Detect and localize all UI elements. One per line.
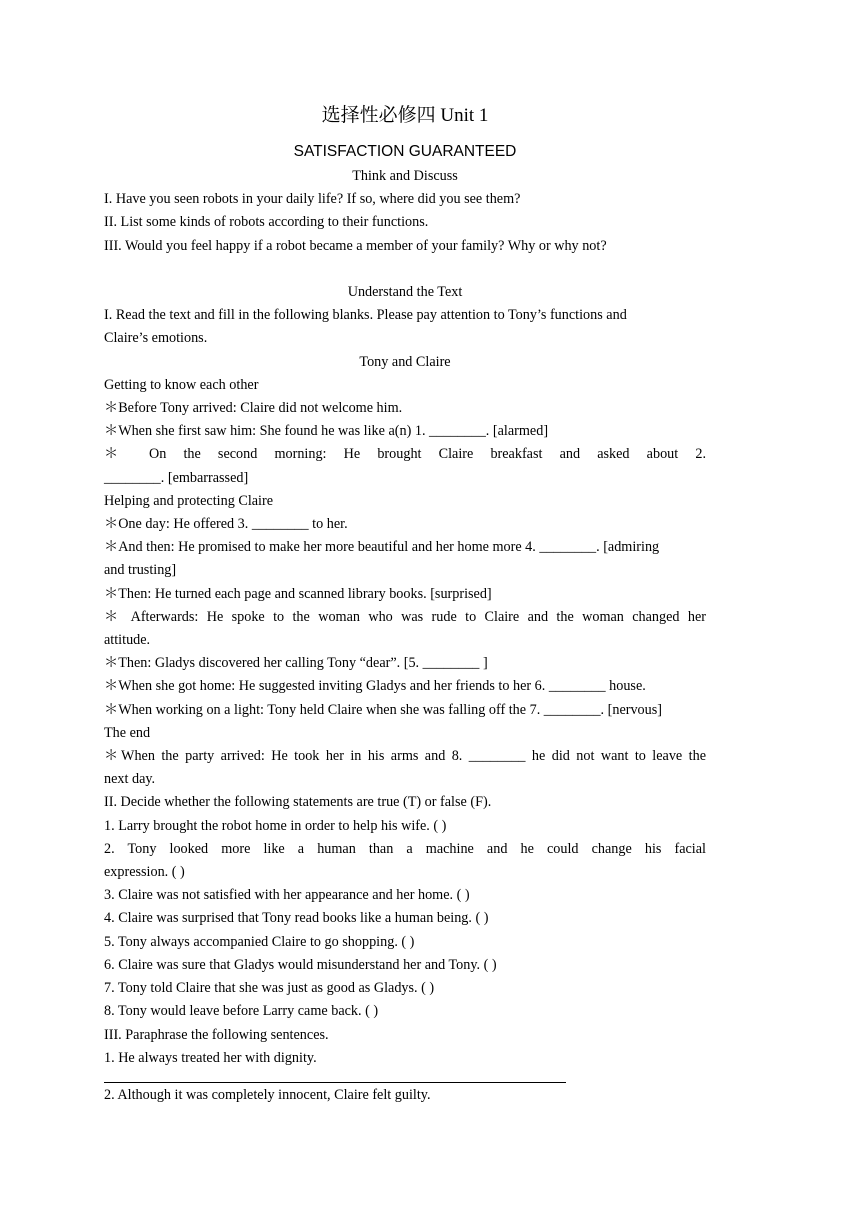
fill-item: ＊Then: Gladys discovered her calling Tony “dear”. [5. ________ ]	[104, 655, 488, 672]
understand-heading: Understand the Text	[347, 284, 463, 300]
fill-item-continued: attitude.	[104, 632, 151, 649]
document-body	[104, 165, 706, 1107]
fill-item: ＊Before Tony arrived: Claire did not welcome him.	[104, 400, 403, 417]
tf-statement: 7. Tony told Claire that she was just as good as Gladys. ( )	[104, 980, 435, 997]
fill-item: ＊And then: He promised to make her more beautiful and her home more 4. ________. [admiring	[104, 539, 660, 556]
tf-statement: 3. Claire was not satisfied with her appearance and her home. ( )	[104, 887, 470, 904]
think-heading: Think and Discuss	[352, 168, 458, 184]
fill-item-continued: next day.	[104, 771, 156, 788]
fill-item: ＊When she got home: He suggested inviting Gladys and her friends to her 6. ________ house.	[104, 678, 646, 695]
paraphrase-sentence: 2. Although it was completely innocent, Claire felt guilty.	[104, 1086, 431, 1103]
fill-item: ＊One day: He offered 3. ________ to her.	[104, 516, 348, 533]
fill-item: ＊When working on a light: Tony held Claire when she was falling off the 7. ________. [nervous]	[104, 701, 662, 718]
think-question-2: II. List some kinds of robots according to their functions.	[104, 214, 429, 231]
fill-item: ＊When she first saw him: She found he was like a(n) 1. ________. [alarmed]	[104, 423, 549, 440]
spacer	[104, 258, 706, 281]
think-question-1: I. Have you seen robots in your daily life? If so, where did you see them?	[104, 191, 521, 208]
tf-statement: 2. Tony looked more like a human than a machine and he could change his facial	[104, 840, 706, 857]
fill-item: ＊ On the second morning: He brought Claire breakfast and asked about 2.	[104, 446, 706, 463]
page-subtitle: SATISFACTION GUARANTEED	[293, 143, 517, 160]
fill-item: ＊When the party arrived: He took her in his arms and 8. ________ he did not want to leave the	[104, 748, 706, 765]
part3-instruction: III. Paraphrase the following sentences.	[104, 1026, 329, 1043]
tf-statement: 5. Tony always accompanied Claire to go shopping. ( )	[104, 933, 415, 950]
tf-statement: 4. Claire was surprised that Tony read books like a human being. ( )	[104, 910, 489, 927]
tf-statement-continued: expression. ( )	[104, 864, 185, 881]
fill-item-continued: ________. [embarrassed]	[104, 469, 249, 486]
tf-statement: 6. Claire was sure that Gladys would misunderstand her and Tony. ( )	[104, 956, 497, 973]
part1-instruction-line1: I. Read the text and fill in the following blanks. Please pay attention to Tony’s functions and	[104, 307, 627, 324]
paraphrase-sentence: 1. He always treated her with dignity.	[104, 1049, 317, 1066]
section-heading: The end	[104, 724, 151, 741]
think-question-3: III. Would you feel happy if a robot became a member of your family? Why or why not?	[104, 237, 607, 254]
part2-instruction: II. Decide whether the following statements are true (T) or false (F).	[104, 794, 492, 811]
page-title: 选择性必修四 Unit 1	[321, 105, 489, 126]
answer-line	[104, 1070, 566, 1083]
table-title: Tony and Claire	[359, 353, 451, 370]
fill-item: ＊Then: He turned each page and scanned library books. [surprised]	[104, 585, 492, 602]
section-heading: Helping and protecting Claire	[104, 492, 274, 509]
tf-statement: 8. Tony would leave before Larry came back. ( )	[104, 1003, 379, 1020]
fill-item: ＊ Afterwards: He spoke to the woman who was rude to Claire and the woman changed her	[104, 608, 706, 625]
tf-statement: 1. Larry brought the robot home in order to help his wife. ( )	[104, 817, 447, 834]
section-heading: Getting to know each other	[104, 376, 259, 393]
part1-instruction-line2: Claire’s emotions.	[104, 330, 208, 347]
fill-item-continued: and trusting]	[104, 562, 177, 579]
